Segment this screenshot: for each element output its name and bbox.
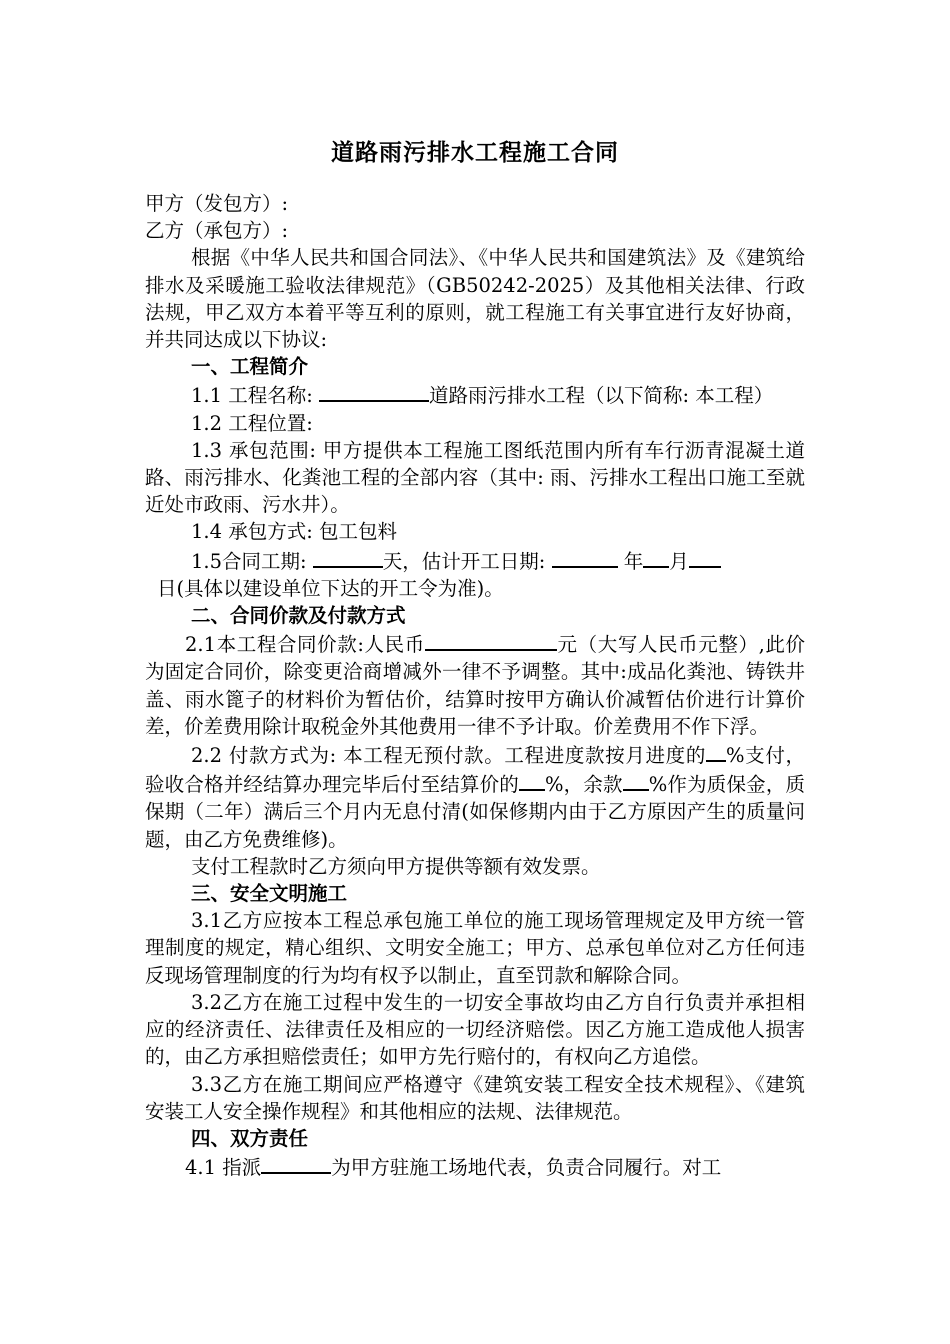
clause-3-2: 3.2乙方在施工过程中发生的一切安全事故均由乙方自行负责并承担相应的经济责任、法律责任及相应的一切经济赔偿。因乙方施工造成他人损害的，由乙方承担赔偿责任；如甲方先行赔付的，有权向乙方追偿。 <box>145 990 805 1069</box>
clause-2-1-text: 元（大写人民币元整）,此价为固定合同价，除变更洽商增减外一律不予调整。其中:成品化粪池、铸铁井盖、雨水篦子的材料价为暂估价，结算时按甲方确认价减暂估价进行计算价差，价差费用除计取税金外其他费用一律不予计取。价差费用不作下浮。 <box>145 633 805 738</box>
start-year-blank <box>552 546 618 568</box>
document-title: 道路雨污排水工程施工合同 <box>331 139 619 166</box>
start-day-blank <box>689 546 721 568</box>
retention-percent-blank <box>623 769 649 791</box>
representative-blank <box>261 1152 331 1174</box>
clause-4-1 <box>145 1152 805 1181</box>
clause-2-2 <box>145 740 805 853</box>
settlement-percent-blank <box>519 769 545 791</box>
duration-blank <box>313 546 383 568</box>
invoice-note: 支付工程款时乙方须向甲方提供等额有效发票。 <box>191 854 601 878</box>
year-label: 年 <box>623 549 644 573</box>
clause-2-2-part1: 2.2 付款方式为: 本工程无预付款。工程进度款按月进度的 <box>191 744 706 768</box>
section-4-heading: 四、双方责任 <box>191 1126 309 1150</box>
clause-1-5-label: 1.5合同工期: <box>191 549 307 573</box>
intro-paragraph: 根据《中华人民共和国合同法》、《中华人民共和国建筑法》及《建筑给排水及采暖施工验收法律规范》（GB50242-2025）及其他相关法律、行政法规，甲乙双方本着平等互利的原则，就工程施工有关事宜进行友好协商，并共同达成以下协议: <box>145 246 805 352</box>
clause-1-1 <box>145 380 805 409</box>
clause-3-3: 3.3乙方在施工期间应严格遵守《建筑安装工程安全技术规程》、《建筑安装工人安全操作规程》和其他相应的法规、法律规范。 <box>145 1072 805 1123</box>
clause-2-1-label: 2.1本工程合同价款:人民币 <box>185 633 425 657</box>
party-b-line: 乙方（承包方）: <box>145 219 289 243</box>
project-name-blank <box>319 380 429 402</box>
clause-1-5-text: 天，估计开工日期: <box>382 549 546 573</box>
clause-2-1 <box>145 629 805 740</box>
clause-1-4: 1.4 承包方式: 包工包料 <box>191 520 397 544</box>
clause-4-1-label: 4.1 指派 <box>185 1156 262 1180</box>
clause-1-5 <box>145 546 805 602</box>
month-label: 月 <box>669 549 689 573</box>
section-2-heading: 二、合同价款及付款方式 <box>191 604 406 628</box>
clause-1-5-tail: 日(具体以建设单位下达的开工令为准)。 <box>157 576 504 600</box>
section-3-heading: 三、安全文明施工 <box>191 882 348 906</box>
clause-2-2-part4: %作为质保金，质保期（二年）满后三个月内无息付清(如保修期内由于乙方原因产生的质量问题，由乙方免费维修)。 <box>145 773 805 851</box>
clause-1-2: 1.2 工程位置: <box>191 411 313 435</box>
party-a-line: 甲方（发包方）: <box>145 192 289 215</box>
start-month-blank <box>643 546 669 568</box>
clause-4-1-text: 为甲方驻施工场地代表，负责合同履行。对工 <box>331 1156 722 1180</box>
clause-2-2-part3: %，余款 <box>544 773 623 797</box>
clause-3-1: 3.1乙方应按本工程总承包施工单位的施工现场管理规定及甲方统一管理制度的规定，精心组织、文明安全施工；甲方、总承包单位对乙方任何违反现场管理制度的行为均有权予以制止，直至罚款和解除合同。 <box>145 909 805 987</box>
clause-2-2-part2: %支付，验收合格并经结算办理完毕后付至结算价的 <box>145 744 805 797</box>
clause-1-3: 1.3 承包范围: 甲方提供本工程施工图纸范围内所有车行沥青混凝土道路、雨污排水、化粪池工程的全部内容（其中: 雨、污排水工程出口施工至就近处市政雨、污水井）。 <box>145 438 805 517</box>
progress-percent-blank <box>706 740 726 762</box>
clause-1-1-text: 道路雨污排水工程（以下简称: 本工程） <box>428 384 774 408</box>
document-body <box>145 190 805 1181</box>
section-1-heading: 一、工程简介 <box>191 355 309 379</box>
contract-price-blank <box>425 629 557 651</box>
clause-1-1-label: 1.1 工程名称: <box>191 384 313 408</box>
